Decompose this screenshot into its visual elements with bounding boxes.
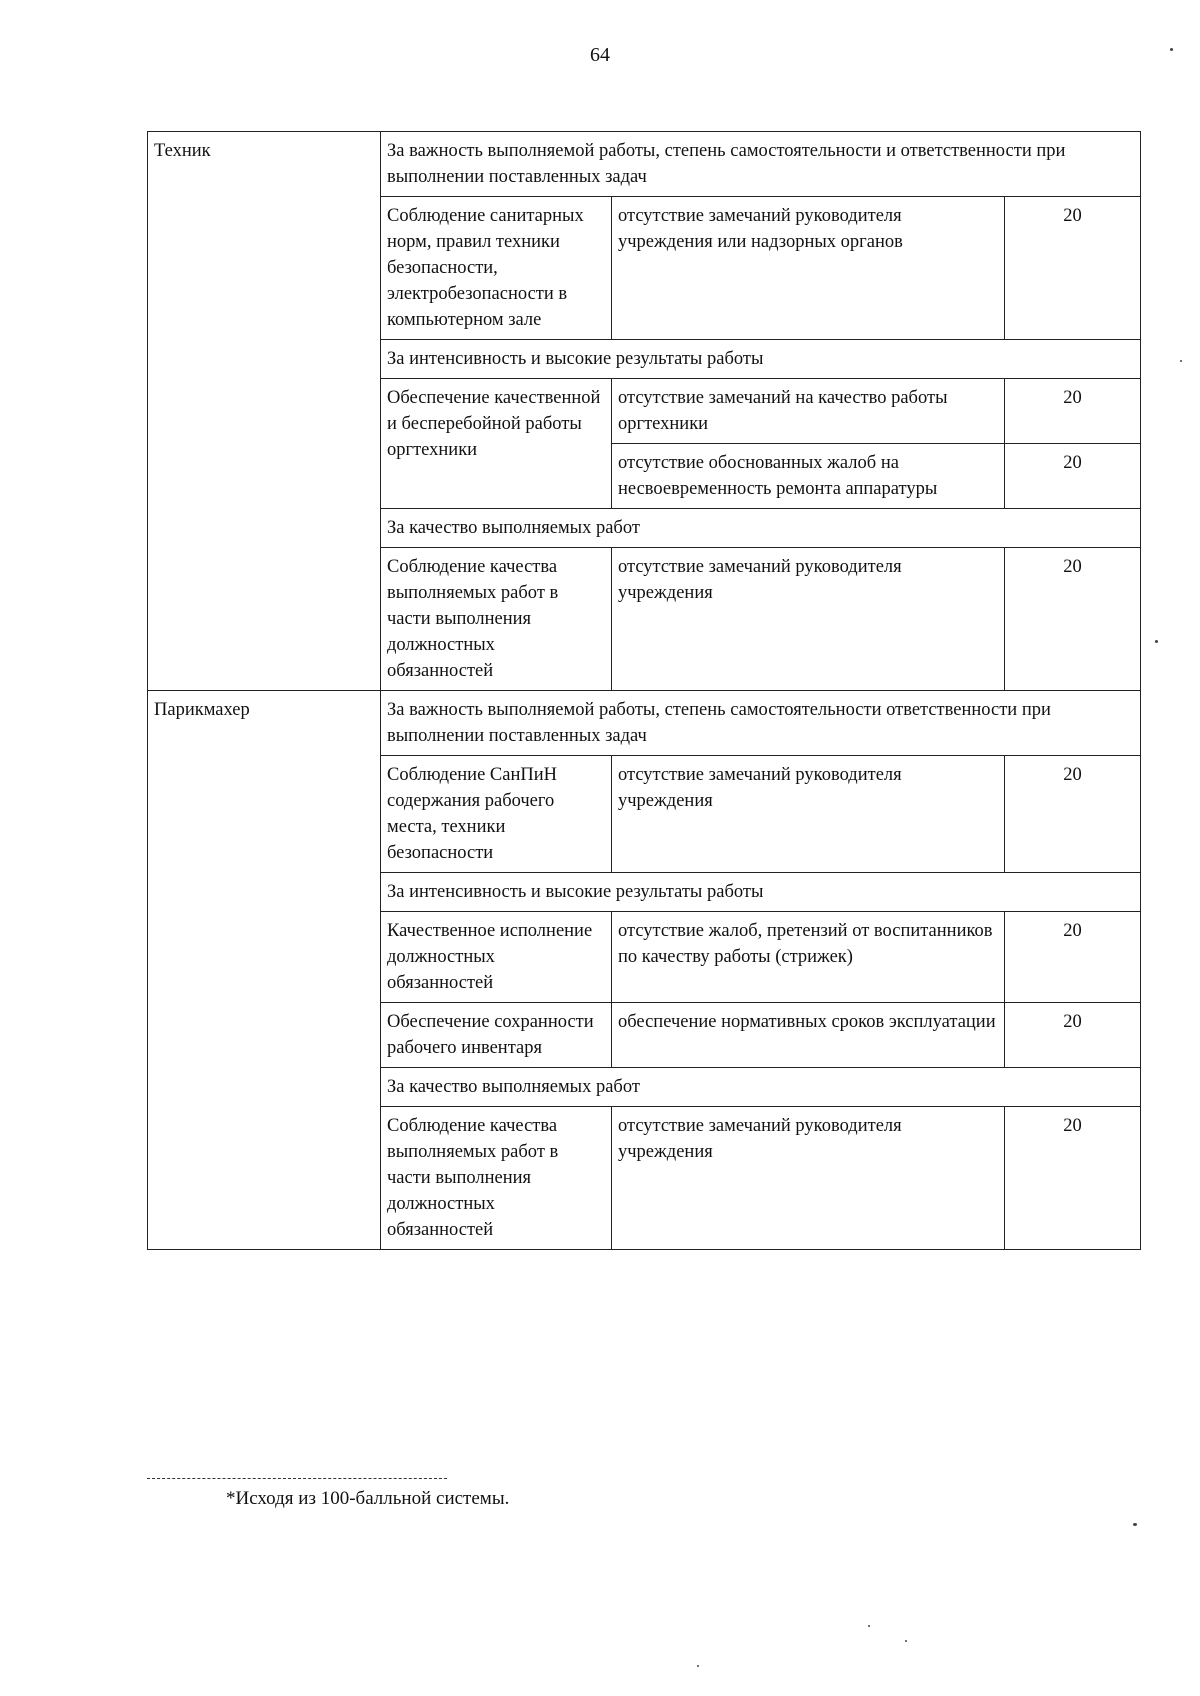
scan-speck [1170, 48, 1173, 51]
points-cell: 20 [1005, 197, 1141, 340]
position-title: Техник [148, 132, 381, 691]
points-cell: 20 [1005, 379, 1141, 444]
indicator-cell: Обеспечение сохранности рабочего инвентаря [381, 1003, 612, 1068]
scan-speck [697, 1665, 699, 1667]
points-cell: 20 [1005, 1003, 1141, 1068]
points-cell: 20 [1005, 444, 1141, 509]
scan-speck [1180, 360, 1182, 362]
scan-speck [1133, 1523, 1137, 1526]
scan-speck [868, 1625, 870, 1627]
position-title: Парикмахер [148, 691, 381, 1250]
section-heading: За интенсивность и высокие результаты работы [381, 873, 1141, 912]
section-heading: За интенсивность и высокие результаты работы [381, 340, 1141, 379]
table-body [148, 132, 1141, 1250]
indicator-cell: Обеспечение качественной и бесперебойной работы оргтехники [381, 379, 612, 509]
indicator-cell: Соблюдение санитарных норм, правил техники безопасности, электробезопасности в компьютерном зале [381, 197, 612, 340]
scan-speck [1155, 640, 1158, 643]
condition-cell: отсутствие жалоб, претензий от воспитанников по качеству работы (стрижек) [612, 912, 1005, 1003]
section-heading: За качество выполняемых работ [381, 1068, 1141, 1107]
condition-cell: отсутствие замечаний руководителя учреждения [612, 548, 1005, 691]
points-cell: 20 [1005, 912, 1141, 1003]
section-row [148, 691, 1141, 756]
section-heading: За качество выполняемых работ [381, 509, 1141, 548]
indicator-cell: Соблюдение качества выполняемых работ в части выполнения должностных обязанностей [381, 548, 612, 691]
condition-cell: отсутствие замечаний руководителя учреждения или надзорных органов [612, 197, 1005, 340]
condition-cell: отсутствие замечаний руководителя учреждения [612, 756, 1005, 873]
condition-cell: отсутствие замечаний руководителя учреждения [612, 1107, 1005, 1250]
scan-speck [905, 1640, 907, 1642]
points-cell: 20 [1005, 1107, 1141, 1250]
condition-cell: отсутствие замечаний на качество работы оргтехники [612, 379, 1005, 444]
footnote: *Исходя из 100-балльной системы. [226, 1488, 510, 1509]
indicator-cell: Качественное исполнение должностных обязанностей [381, 912, 612, 1003]
section-heading: За важность выполняемой работы, степень самостоятельности и ответственности при выполнении поставленных задач [381, 132, 1141, 197]
condition-cell: отсутствие обоснованных жалоб на несвоевременность ремонта аппаратуры [612, 444, 1005, 509]
bonus-criteria-table [147, 131, 1141, 1250]
points-cell: 20 [1005, 756, 1141, 873]
points-cell: 20 [1005, 548, 1141, 691]
indicator-cell: Соблюдение СанПиН содержания рабочего места, техники безопасности [381, 756, 612, 873]
footnote-divider [147, 1478, 447, 1479]
section-row [148, 132, 1141, 197]
condition-cell: обеспечение нормативных сроков эксплуатации [612, 1003, 1005, 1068]
page-number: 64 [590, 44, 610, 66]
section-heading: За важность выполняемой работы, степень самостоятельности ответственности при выполнении поставленных задач [381, 691, 1141, 756]
indicator-cell: Соблюдение качества выполняемых работ в части выполнения должностных обязанностей [381, 1107, 612, 1250]
